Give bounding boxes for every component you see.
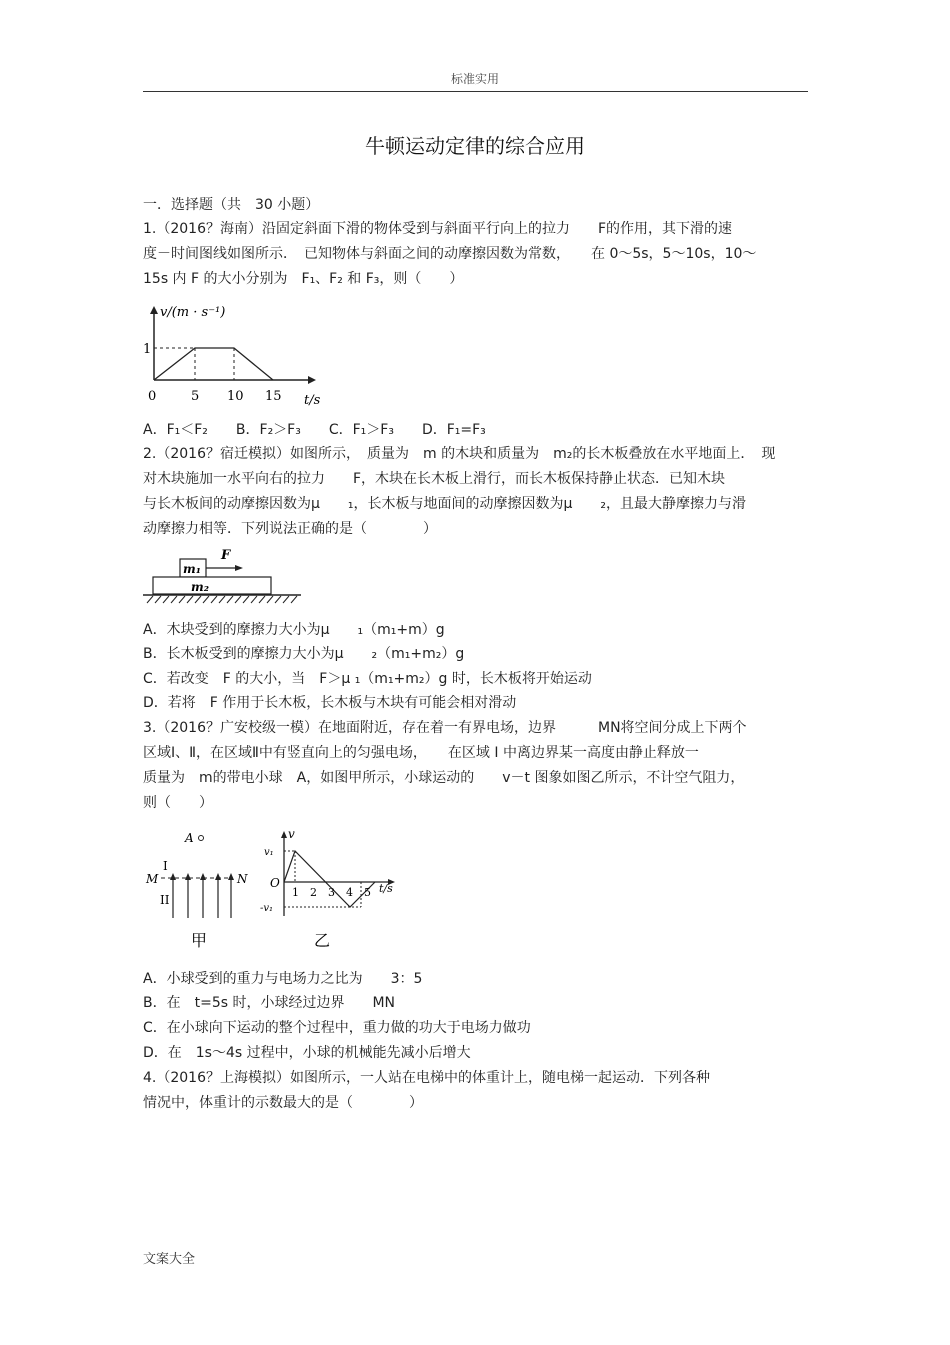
x-tick-5: 5	[191, 389, 200, 404]
page-header: 标准实用	[450, 72, 499, 86]
x-tick-1: 1	[292, 886, 299, 899]
ball-a-label: A	[185, 831, 194, 845]
vt-line	[154, 348, 273, 380]
x-axis-label: t/s	[304, 393, 321, 408]
page-footer: 文案大全	[143, 1252, 196, 1267]
ball-a	[199, 836, 204, 841]
q2-line-1: 2.（2016？宿迁模拟）如图所示， 质量为 m 的木块和质量为 m₂的长木板叠放在水平地面上． 现	[143, 446, 776, 462]
q2-block-diagram	[143, 545, 303, 609]
region-i-label: I	[163, 859, 168, 873]
q2-option-a: A．木块受到的摩擦力大小为μ ₁（m₁+m）g	[143, 622, 445, 638]
q3-line-1: 3.（2016？广安校级一模）在地面附近，存在着一有界电场，边界 MN将空间分成上下两个	[143, 720, 747, 736]
q2-option-c: C．若改变 F 的大小，当 F＞μ ₁（m₁+m₂）g 时，长木板将开始运动	[143, 671, 592, 687]
fig-jia-caption: 甲	[191, 931, 208, 950]
boundary-m-label: M	[146, 872, 159, 886]
y-tick-1: 1	[143, 342, 152, 357]
q1-line-2: 度－时间图线如图所示． 已知物体与斜面之间的动摩擦因数为常数， 在 0～5s，5～10s，10～	[143, 246, 757, 262]
q1-line-1: 1.（2016？海南）沿固定斜面下滑的物体受到与斜面平行向上的拉力 F的作用，其下滑的速	[143, 221, 733, 237]
x-tick-5: 5	[364, 886, 371, 899]
force-label: F	[221, 548, 231, 563]
force-arrow-head	[235, 565, 243, 571]
section-heading: 一．选择题（共 30 小题）	[143, 197, 320, 213]
x-tick-10: 10	[227, 389, 244, 404]
q2-option-d: D．若将 F 作用于长木板，长木板与木块有可能会相对滑动	[143, 695, 517, 711]
q3-fig-jia	[143, 826, 253, 951]
x-tick-3: 3	[328, 886, 335, 899]
q2-line-2: 对木块施加一水平向右的拉力 F，木块在长木板上滑行，而长木板保持静止状态．已知木块	[143, 471, 726, 487]
origin-label: O	[270, 876, 280, 890]
boundary-n-label: N	[237, 872, 248, 886]
q4-line-2: 情况中，体重计的示数最大的是（ ）	[143, 1095, 423, 1111]
fig-yi-caption: 乙	[314, 931, 331, 950]
y-tick-v1: v₁	[264, 847, 274, 858]
x-tick-15: 15	[265, 389, 282, 404]
x-axis-label: t/s	[379, 882, 393, 895]
region-ii-label: II	[160, 893, 170, 907]
board-m2	[153, 577, 271, 594]
document-title: 牛顿运动定律的综合应用	[365, 134, 585, 158]
q2-option-b: B．长木板受到的摩擦力大小为μ ₂（m₁+m₂）g	[143, 646, 465, 662]
q3-option-c: C．在小球向下运动的整个过程中，重力做的功大于电场力做功	[143, 1020, 531, 1036]
y-axis-arrow	[281, 831, 287, 838]
q3-option-b: B．在 t=5s 时，小球经过边界 MN	[143, 995, 396, 1011]
q3-fig-yi-vt-graph	[258, 826, 403, 951]
q2-line-4: 动摩擦力相等．下列说法正确的是（ ）	[143, 521, 437, 537]
q3-option-a: A．小球受到的重力与电场力之比为 3：5	[143, 971, 423, 987]
q4-line-1: 4.（2016？上海模拟）如图所示，一人站在电梯中的体重计上，随电梯一起运动．下列各种	[143, 1070, 710, 1086]
y-axis-arrow	[150, 306, 158, 314]
field-arrowheads	[170, 873, 234, 880]
ground-hatching	[147, 596, 297, 603]
q3-line-2: 区域Ⅰ、Ⅱ，在区域Ⅱ中有竖直向上的匀强电场， 在区域 Ⅰ 中离边界某一高度由静止释放一	[143, 745, 699, 761]
q1-options: A．F₁＜F₂ B．F₂＞F₃ C．F₁＞F₃ D．F₁=F₃	[143, 422, 486, 438]
q3-line-4: 则（ ）	[143, 795, 213, 811]
q3-line-3: 质量为 m的带电小球 A，如图甲所示，小球运动的 v－t 图象如图乙所示，不计空气阻力，	[143, 770, 745, 786]
q1-line-3: 15s 内 F 的大小分别为 F₁、F₂ 和 F₃，则（ ）	[143, 271, 464, 287]
q2-line-3: 与长木板间的动摩擦因数为μ ₁，长木板与地面间的动摩擦因数为μ ₂，且最大静摩擦力与滑	[143, 496, 747, 512]
header-divider	[143, 91, 808, 92]
field-lines	[173, 876, 231, 918]
y-axis-label: v	[288, 827, 295, 841]
block-m1-label: m₁	[183, 562, 201, 576]
x-tick-0: 0	[148, 389, 157, 404]
y-tick-neg-v1: -v₁	[260, 903, 274, 914]
y-axis-label: v/(m · s⁻¹)	[160, 305, 226, 320]
q1-vt-graph	[140, 298, 330, 410]
board-m2-label: m₂	[191, 580, 209, 594]
x-tick-2: 2	[310, 886, 317, 899]
x-axis-arrow	[308, 376, 316, 384]
q3-option-d: D．在 1s～4s 过程中，小球的机械能先减小后增大	[143, 1045, 471, 1061]
x-tick-4: 4	[346, 886, 353, 899]
